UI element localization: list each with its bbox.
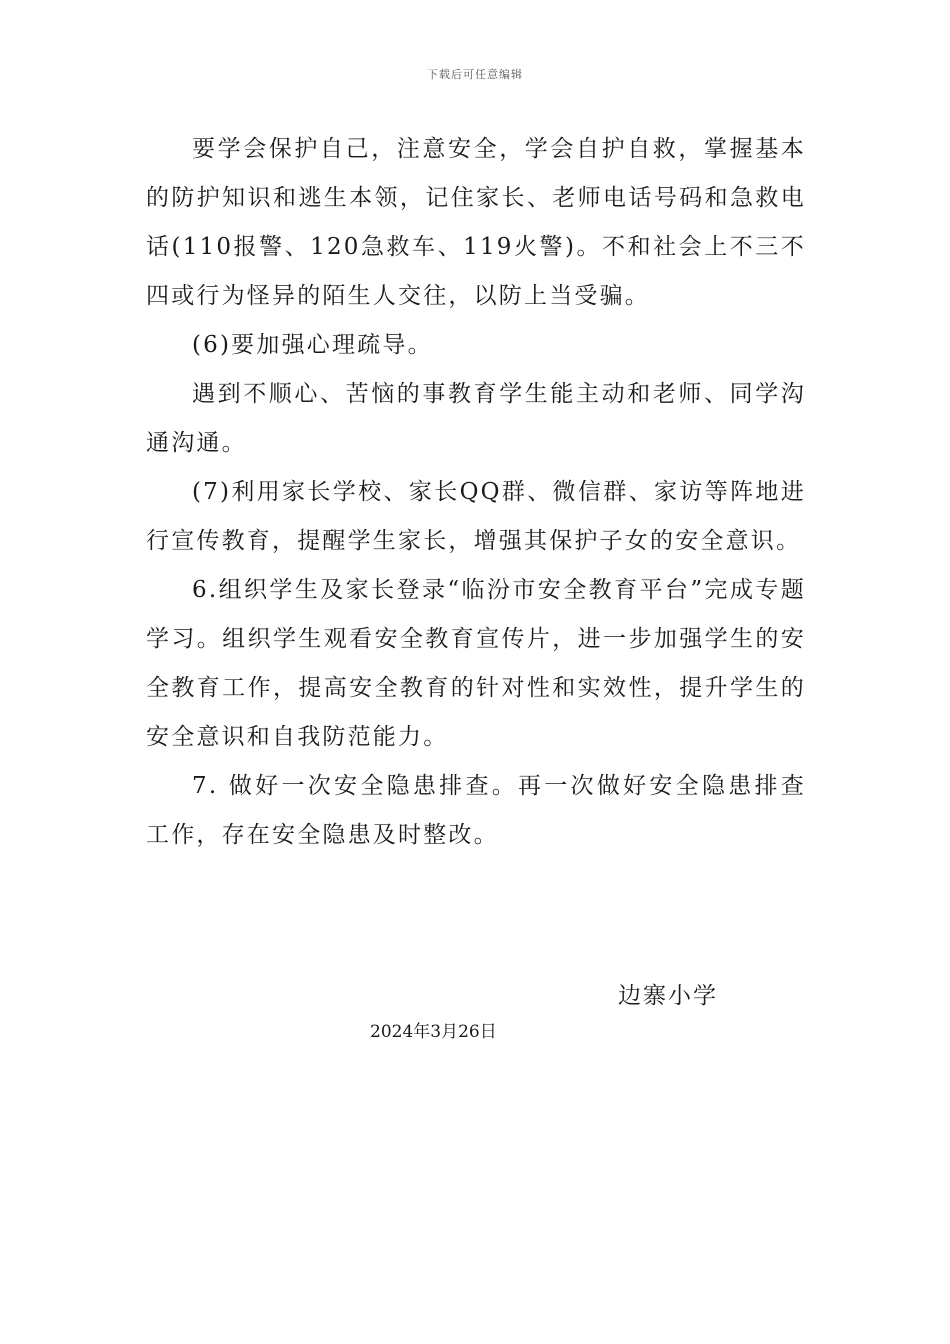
- paragraph-parent-outreach: (7)利用家长学校、家长QQ群、微信群、家访等阵地进行宣传教育，提醒学生家长，增强其保护子女的安全意识。: [146, 479, 806, 554]
- signature-date: 2024年3月26日: [370, 1022, 497, 1042]
- paragraph-psych-guidance: 遇到不顺心、苦恼的事教育学生能主动和老师、同学沟通沟通。: [146, 381, 806, 456]
- header-note: 下载后可任意编辑: [427, 68, 523, 81]
- paragraph-education-platform: 6.组织学生及家长登录“临汾市安全教育平台”完成专题学习。组织学生观看安全教育宣传片，进一步加强学生的安全教育工作，提高安全教育的针对性和实效性，提升学生的安全意识和自我防范能力。: [146, 577, 806, 750]
- paragraph-psych-guidance-heading: (6)要加强心理疏导。: [192, 332, 433, 358]
- paragraph-self-protection: 要学会保护自己，注意安全，学会自护自救，掌握基本的防护知识和逃生本领，记住家长、老师电话号码和急救电话(110报警、120急救车、119火警)。不和社会上不三不四或行为怪异的陌生人交往，以防上当受骗。: [146, 136, 806, 309]
- paragraph-hazard-inspection: 7. 做好一次安全隐患排查。再一次做好安全隐患排查工作，存在安全隐患及时整改。: [146, 773, 806, 848]
- signature-school-name: 边寨小学: [618, 983, 718, 1009]
- document-body: [146, 125, 806, 860]
